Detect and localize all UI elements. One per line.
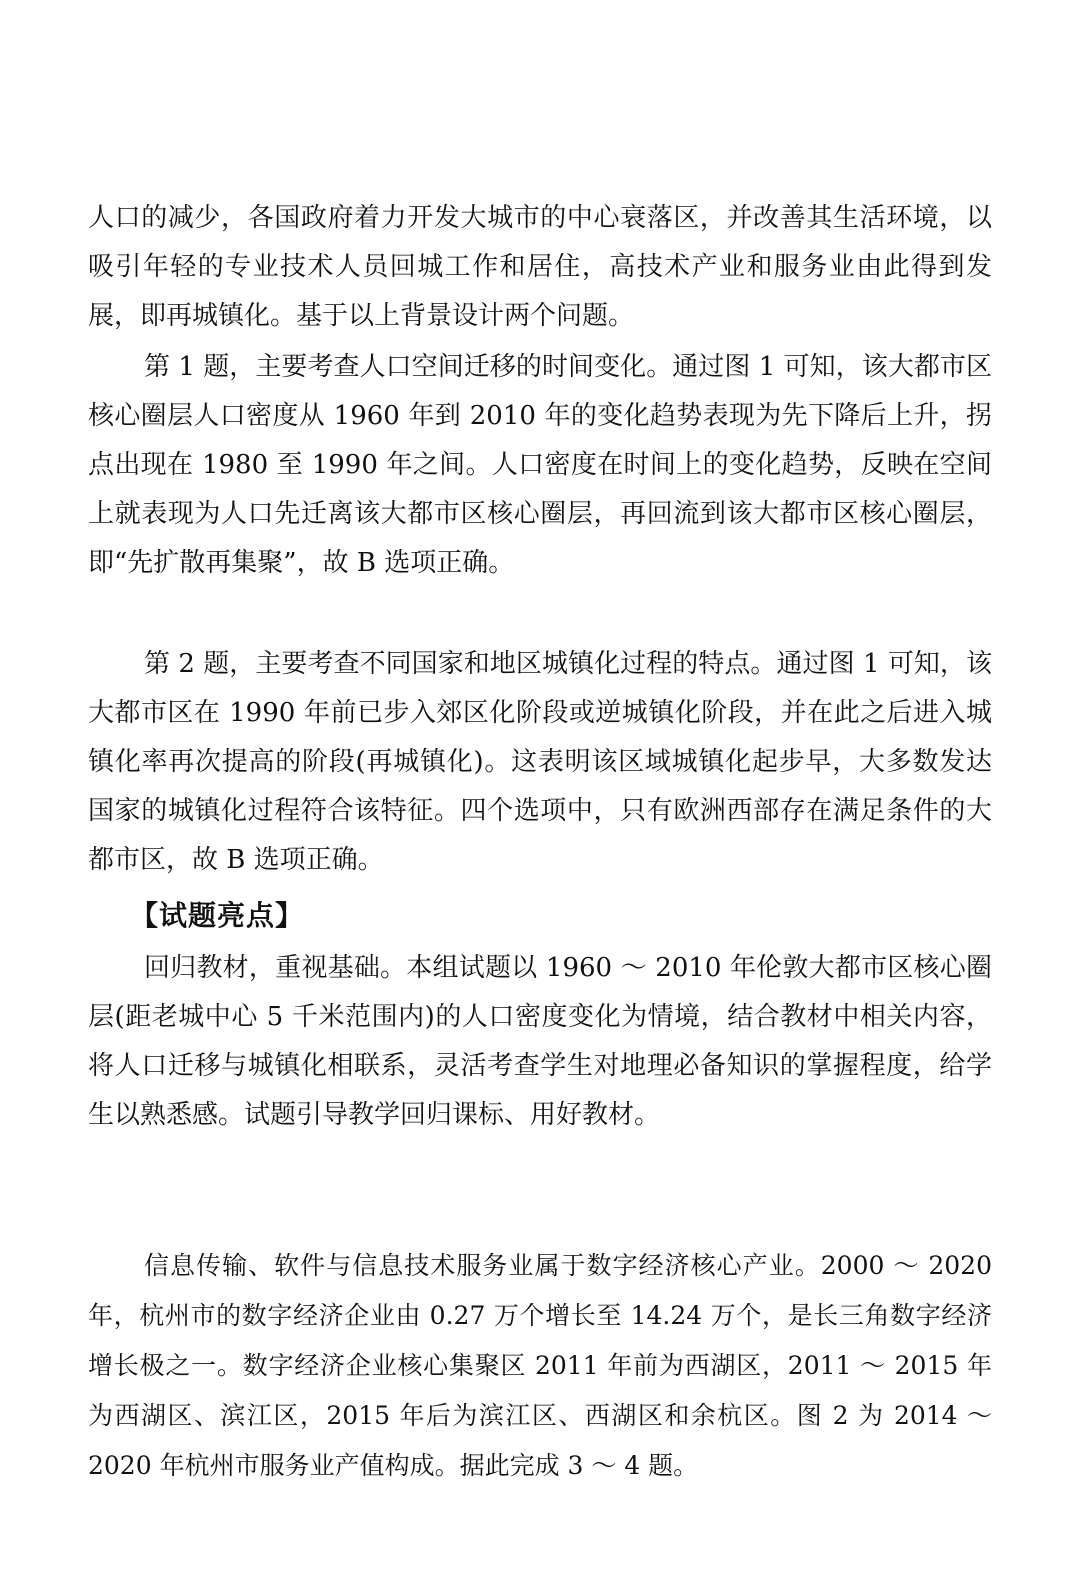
- paragraph-highlights: 回归教材，重视基础。本组试题以 1960 ～ 2010 年伦敦大都市区核心圈层(距老城中心 5 千米范围内)的人口密度变化为情境，结合教材中相关内容，将人口迁移与城镇化相联系，灵活考查学生对地理必备知识的掌握程度，给学生以熟悉感。试题引导教学回归课标、用好教材。: [88, 953, 992, 1130]
- paragraph-question1-analysis: 第 1 题，主要考查人口空间迁移的时间变化。通过图 1 可知，该大都市区核心圈层人口密度从 1960 年到 2010 年的变化趋势表现为先下降后上升，拐点出现在 1980 至 1990 年之间。人口密度在时间上的变化趋势，反映在空间上就表现为人口先迁离该大都市区核心圈层，再回流到该大都市区核心圈层，即“先扩散再集聚”，故 B 选项正确。: [88, 352, 992, 578]
- paragraph-urbanization-background: 人口的减少，各国政府着力开发大城市的中心衰落区，并改善其生活环境，以吸引年轻的专业技术人员回城工作和居住，高技术产业和服务业由此得到发展，即再城镇化。基于以上背景设计两个问题。: [88, 203, 992, 331]
- paragraph-question2-analysis: 第 2 题，主要考查不同国家和地区城镇化过程的特点。通过图 1 可知，该大都市区在 1990 年前已步入郊区化阶段或逆城镇化阶段，并在此之后进入城镇化率再次提高的阶段(再城镇化)。这表明该区域城镇化起步早，大多数发达国家的城镇化过程符合该特征。四个选项中，只有欧洲西部存在满足条件的大都市区，故 B 选项正确。: [88, 649, 992, 875]
- paragraph-material-intro: 信息传输、软件与信息技术服务业属于数字经济核心产业。2000 ～ 2020 年，杭州市的数字经济企业由 0.27 万个增长至 14.24 万个，是长三角数字经济增长极之一。数字经济企业核心集聚区 2011 年前为西湖区，2011 ～ 2015 年为西湖区、滨江区，2015 年后为滨江区、西湖区和余杭区。图 2 为 2014 ～ 2020 年杭州市服务业产值构成。据此完成 3 ～ 4 题。: [88, 1251, 992, 1480]
- section-heading-highlights: 【试题亮点】: [130, 899, 305, 932]
